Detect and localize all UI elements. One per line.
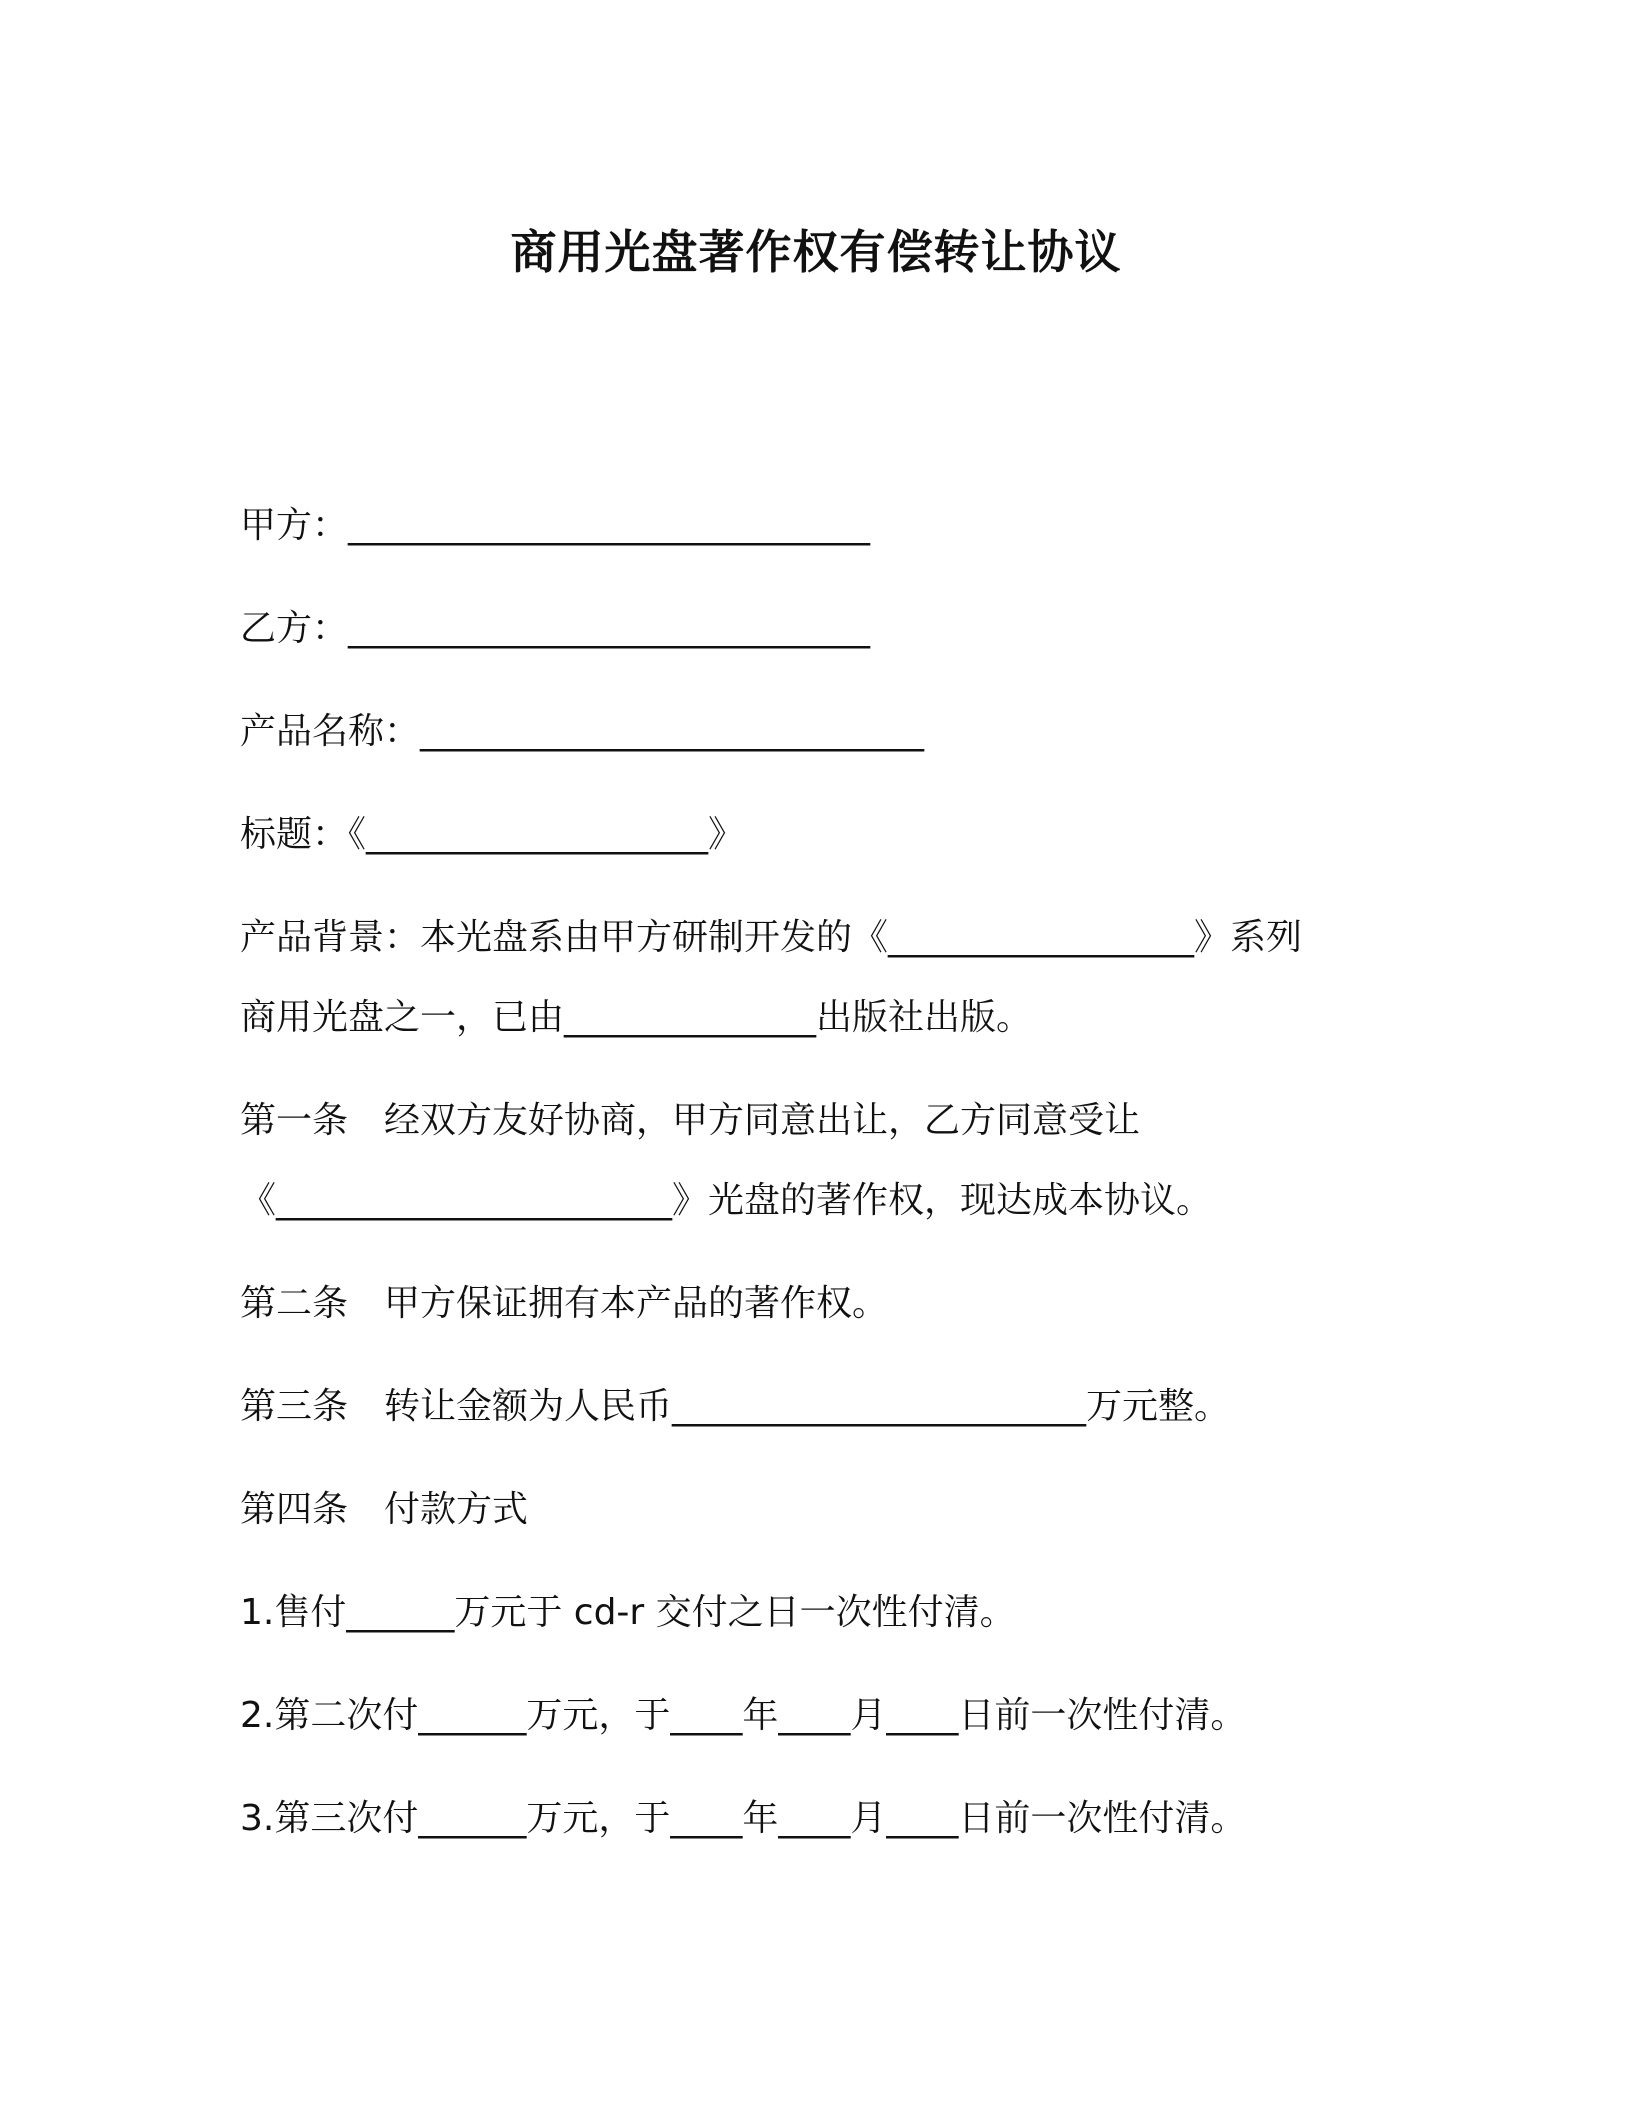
article-2-line: 第二条 甲方保证拥有本产品的著作权。 bbox=[240, 1283, 889, 1324]
article-1-line-2: 《______________________》光盘的著作权，现达成本协议。 bbox=[240, 1180, 1213, 1221]
payment-item-2: 2.第二次付______万元，于____年____月____日前一次性付清。 bbox=[240, 1695, 1247, 1736]
payment-item-3: 3.第三次付______万元，于____年____月____日前一次性付清。 bbox=[240, 1798, 1247, 1839]
payment-item-1: 1.售付______万元于 cd-r 交付之日一次性付清。 bbox=[240, 1592, 1016, 1633]
party-b-line: 乙方：_____________________________ bbox=[240, 608, 871, 649]
product-name-line: 产品名称：____________________________ bbox=[240, 711, 925, 752]
title-line: 标题：《___________________》 bbox=[240, 814, 745, 855]
background-line-2: 商用光盘之一，已由______________出版社出版。 bbox=[240, 997, 1033, 1038]
document-title: 商用光盘著作权有偿转让协议 bbox=[510, 225, 1122, 279]
article-1-line-1: 第一条 经双方友好协商，甲方同意出让，乙方同意受让 bbox=[240, 1100, 1141, 1141]
background-line-1: 产品背景：本光盘系由甲方研制开发的《_________________》系列 bbox=[240, 917, 1303, 958]
article-4-line: 第四条 付款方式 bbox=[240, 1489, 529, 1530]
article-3-line: 第三条 转让金额为人民币_______________________万元整。 bbox=[240, 1386, 1231, 1427]
party-a-line: 甲方：_____________________________ bbox=[240, 505, 871, 546]
